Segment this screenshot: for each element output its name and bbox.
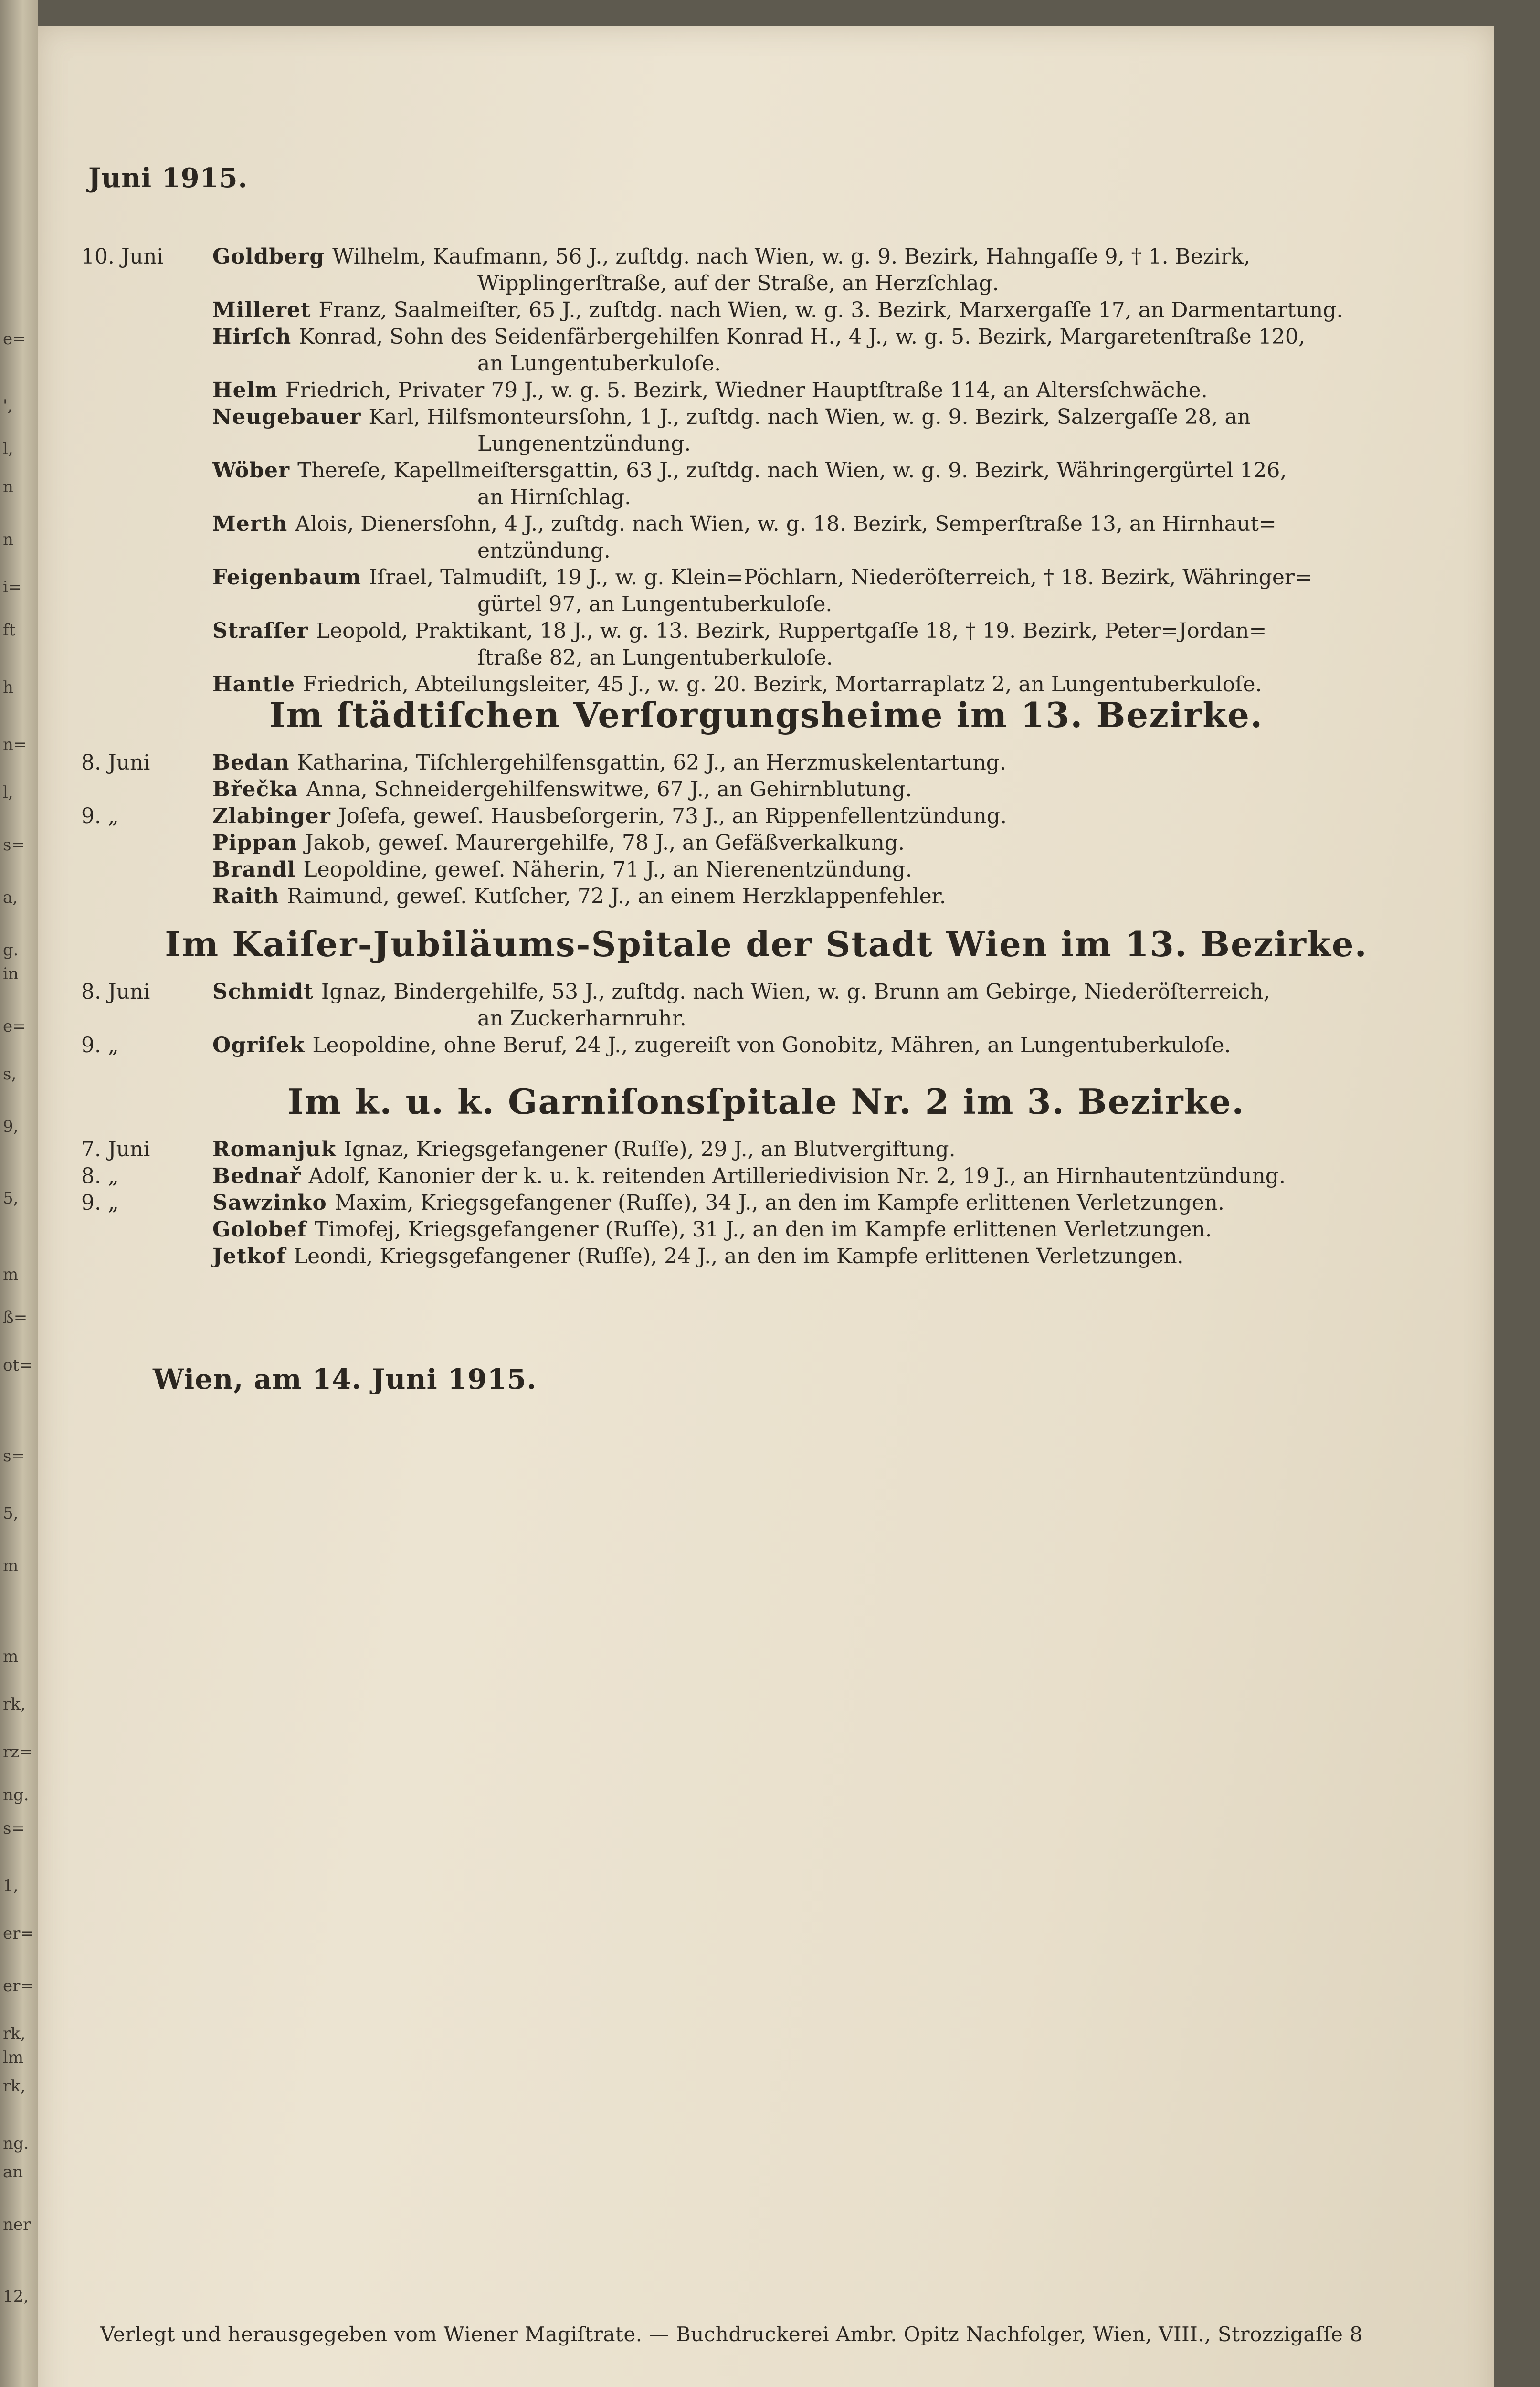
death-record [38,830,1494,856]
record-line: Leopold, Praktikant, 18 J., w. g. 13. Bezirk, Ruppertgaſſe 18, † 19. Bezirk, Peter=Jordan= [316,619,1267,643]
record-surname: Raith [212,884,280,908]
prev-page-fragment: 9, [3,1117,19,1136]
death-record [38,803,1494,830]
record-line: Friedrich, Abteilungsleiter, 45 J., w. g. 20. Bezirk, Mortarraplatz 2, an Lungentuberkuloſe. [303,672,1262,697]
prev-page-fragment: m [3,1556,19,1575]
prev-page-fragment: rk, [3,2077,26,2096]
prev-page-fragment: ng. [3,1785,29,1805]
record-text [212,1163,1406,1190]
death-record [38,297,1494,324]
prev-page-fragment: m [3,1265,19,1284]
record-continuation: entzündung. [477,539,611,563]
prev-page-fragment: rk, [3,1695,26,1714]
record-text [212,750,1406,776]
prev-page-fragment: e= [3,329,26,349]
death-record [38,1136,1494,1163]
prev-page-fragment: er= [3,1976,34,1996]
record-text [212,1243,1406,1270]
record-continuation: an Hirnſchlag. [477,485,632,509]
prev-page-fragment: ner [3,2215,31,2234]
record-line: Ignaz, Bindergehilfe, 53 J., zuſtdg. nach Wien, w. g. Brunn am Gebirge, Niederöſterreich, [321,980,1270,1004]
death-record [38,1243,1494,1270]
record-text [212,883,1406,910]
record-text [212,511,1406,564]
prev-page-fragment: l, [3,783,13,802]
record-surname: Ogriſek [212,1033,305,1057]
page-header: Juni 1915. [88,162,248,194]
record-line: Leopoldine, geweſ. Näherin, 71 J., an Nierenentzündung. [303,857,912,882]
record-surname: Milleret [212,298,311,322]
death-record [38,404,1494,457]
prev-page-fragment: 5, [3,1189,19,1208]
record-line: Anna, Schneidergehilfenswitwe, 67 J., an Gehirnblutung. [306,777,912,802]
record-line: Wilhelm, Kaufmann, 56 J., zuſtdg. nach Wien, w. g. 9. Bezirk, Hahngaſſe 9, † 1. Bezirk, [332,244,1250,269]
record-surname: Helm [212,378,278,402]
record-surname: Golobef [212,1217,307,1242]
record-continuation: gürtel 97, an Lungentuberkuloſe. [477,592,833,616]
record-text [212,457,1406,511]
prev-page-fragment: ', [3,396,13,415]
death-record [38,1190,1494,1216]
record-date: 10. Juni [81,244,164,269]
prev-page-fragment: s, [3,1065,17,1084]
record-line: Konrad, Sohn des Seidenfärbergehilfen Konrad H., 4 J., w. g. 5. Bezirk, Margaretenſtraße 120, [299,325,1305,349]
record-surname: Břečka [212,777,299,802]
record-text [212,803,1406,830]
prev-page-fragment: e= [3,1017,26,1036]
prev-page-fragment: ß= [3,1308,28,1327]
record-surname: Bedan [212,750,290,775]
record-line: Friedrich, Privater 79 J., w. g. 5. Bezirk, Wiedner Hauptſtraße 114, an Altersſchwäche. [285,378,1208,402]
death-record [38,671,1494,698]
record-line: Katharina, Tiſchlergehilfensgattin, 62 J., an Herzmuskelentartung. [297,750,1006,775]
record-continuation: an Zuckerharnruhr. [477,1006,686,1031]
previous-page-edge [0,0,38,2387]
record-surname: Bednař [212,1164,301,1188]
death-record [38,243,1494,297]
record-text [212,1190,1406,1216]
record-surname: Hantle [212,672,295,697]
death-record [38,856,1494,883]
record-text [212,297,1406,324]
prev-page-fragment: rz= [3,1743,33,1762]
record-surname: Feigenbaum [212,565,362,590]
death-record [38,979,1494,1032]
prev-page-fragment: s= [3,1819,25,1838]
record-line: Thereſe, Kapellmeiſtersgattin, 63 J., zuſtdg. nach Wien, w. g. 9. Bezirk, Währingergürtel 126, [297,458,1287,483]
prev-page-fragment: m [3,1647,19,1666]
record-text [212,856,1406,883]
record-surname: Schmidt [212,980,314,1004]
prev-page-fragment: a, [3,888,18,907]
death-record [38,457,1494,511]
prev-page-fragment: n [3,530,13,549]
record-surname: Straſſer [212,619,308,643]
record-text [212,564,1406,618]
record-continuation: Wipplingerſtraße, auf der Straße, an Herzſchlag. [477,271,999,296]
document-page [38,26,1494,2387]
record-text [212,1136,1406,1163]
record-date: 8. Juni [81,980,150,1004]
record-line: Timofej, Kriegsgefangener (Ruſſe), 31 J., an den im Kampfe erlittenen Verletzungen. [314,1217,1212,1242]
prev-page-fragment: lm [3,2048,24,2067]
prev-page-fragment: ft [3,621,16,640]
record-date: 9. „ [81,1191,119,1215]
record-text [212,1032,1406,1059]
record-line: Alois, Dienersſohn, 4 J., zuſtdg. nach Wien, w. g. 18. Bezirk, Semperſtraße 13, an Hirnhaut= [295,512,1276,536]
death-record [38,1216,1494,1243]
record-line: Iſrael, Talmudiſt, 19 J., w. g. Klein=Pöchlarn, Niederöſterreich, † 18. Bezirk, Währinger= [369,565,1312,590]
prev-page-fragment: n [3,477,13,496]
record-surname: Sawzinko [212,1191,327,1215]
record-continuation: Lungenentzündung. [477,432,691,456]
prev-page-fragment: n= [3,735,27,754]
record-text [212,404,1406,457]
death-record [38,776,1494,803]
signoff: Wien, am 14. Juni 1915. [153,1363,537,1395]
record-date: 8. „ [81,1164,119,1188]
record-surname: Jetkof [212,1244,286,1268]
prev-page-fragment: ot= [3,1356,33,1375]
section-garnisonsspital [38,1081,1494,1270]
record-line: Jakob, geweſ. Maurergehilfe, 78 J., an Gefäßverkalkung. [305,831,905,855]
record-line: Maxim, Kriegsgefangener (Ruſſe), 34 J., an den im Kampfe erlittenen Verletzungen. [334,1191,1224,1215]
record-line: Joſefa, geweſ. Hausbeſorgerin, 73 J., an Rippenfellentzündung. [338,804,1007,828]
record-surname: Merth [212,512,288,536]
record-line: Leopoldine, ohne Beruf, 24 J., zugereiſt von Gonobitz, Mähren, an Lungentuberkuloſe. [312,1033,1231,1057]
record-date: 8. Juni [81,750,150,775]
death-record [38,750,1494,776]
publisher-footer: Verlegt und herausgegeben vom Wiener Magiſtrate. — Buchdruckerei Ambr. Opitz Nachfolger, Wien, VIII., Strozzigaſſe 8 [100,2323,1363,2346]
prev-page-fragment: in [3,964,19,983]
prev-page-fragment: i= [3,578,22,597]
section-kaiser-jubilaeums-spital [38,924,1494,1059]
death-record [38,1032,1494,1059]
prev-page-fragment: 12, [3,2287,29,2306]
death-record [38,1163,1494,1190]
record-date: 9. „ [81,804,119,828]
prev-page-fragment: s= [3,835,25,855]
record-text [212,243,1406,297]
record-text [212,1216,1406,1243]
prev-page-fragment: 1, [3,1876,19,1895]
death-record [38,324,1494,377]
section-title: Im Kaiſer-Jubiläums-Spitale der Stadt Wien im 13. Bezirke. [165,924,1368,964]
prev-page-fragment: ng. [3,2134,29,2153]
record-text [212,671,1406,698]
record-text [212,776,1406,803]
record-surname: Brandl [212,857,296,882]
record-line: Franz, Saalmeiſter, 65 J., zuſtdg. nach Wien, w. g. 3. Bezirk, Marxergaſſe 17, an Darmentartung. [318,298,1343,322]
record-line: Ignaz, Kriegsgefangener (Ruſſe), 29 J., an Blutvergiftung. [344,1137,956,1162]
record-line: Raimund, geweſ. Kutſcher, 72 J., an einem Herzklappenfehler. [287,884,946,908]
record-surname: Wöber [212,458,290,483]
prev-page-fragment: g. [3,940,19,960]
prev-page-fragment: s= [3,1447,25,1466]
record-surname: Neugebauer [212,405,361,429]
prev-page-fragment: rk, [3,2024,26,2043]
death-record [38,883,1494,910]
death-record [38,377,1494,404]
record-line: Leondi, Kriegsgefangener (Ruſſe), 24 J., an den im Kampfe erlittenen Verletzungen. [293,1244,1184,1268]
record-text [212,377,1406,404]
record-text [212,979,1406,1032]
record-date: 7. Juni [81,1137,150,1162]
record-text [212,324,1406,377]
record-date: 9. „ [81,1033,119,1057]
section-versorgungsheim [38,695,1494,910]
record-continuation: an Lungentuberkuloſe. [477,351,721,376]
record-surname: Pippan [212,831,297,855]
death-record [38,564,1494,618]
record-text [212,830,1406,856]
record-surname: Hirſch [212,325,292,349]
prev-page-fragment: er= [3,1924,34,1943]
record-line: Karl, Hilfsmonteursſohn, 1 J., zuſtdg. nach Wien, w. g. 9. Bezirk, Salzergaſſe 28, an [369,405,1251,429]
section-hospital-list [38,243,1494,698]
prev-page-fragment: an [3,2163,23,2182]
death-record [38,618,1494,671]
prev-page-fragment: h [3,678,13,697]
record-line: Adolf, Kanonier der k. u. k. reitenden Artilleriedivision Nr. 2, 19 J., an Hirnhautentzündung. [308,1164,1286,1188]
prev-page-fragment: 5, [3,1504,19,1523]
section-title: Im k. u. k. Garniſonsſpitale Nr. 2 im 3. Bezirke. [287,1081,1245,1122]
record-surname: Zlabinger [212,804,331,828]
record-surname: Romanjuk [212,1137,337,1162]
record-continuation: ſtraße 82, an Lungentuberkuloſe. [477,645,833,670]
prev-page-fragment: l, [3,439,13,458]
death-record [38,511,1494,564]
record-surname: Goldberg [212,244,325,269]
record-text [212,618,1406,671]
section-title: Im ſtädtiſchen Verſorgungsheime im 13. Bezirke. [269,695,1264,735]
